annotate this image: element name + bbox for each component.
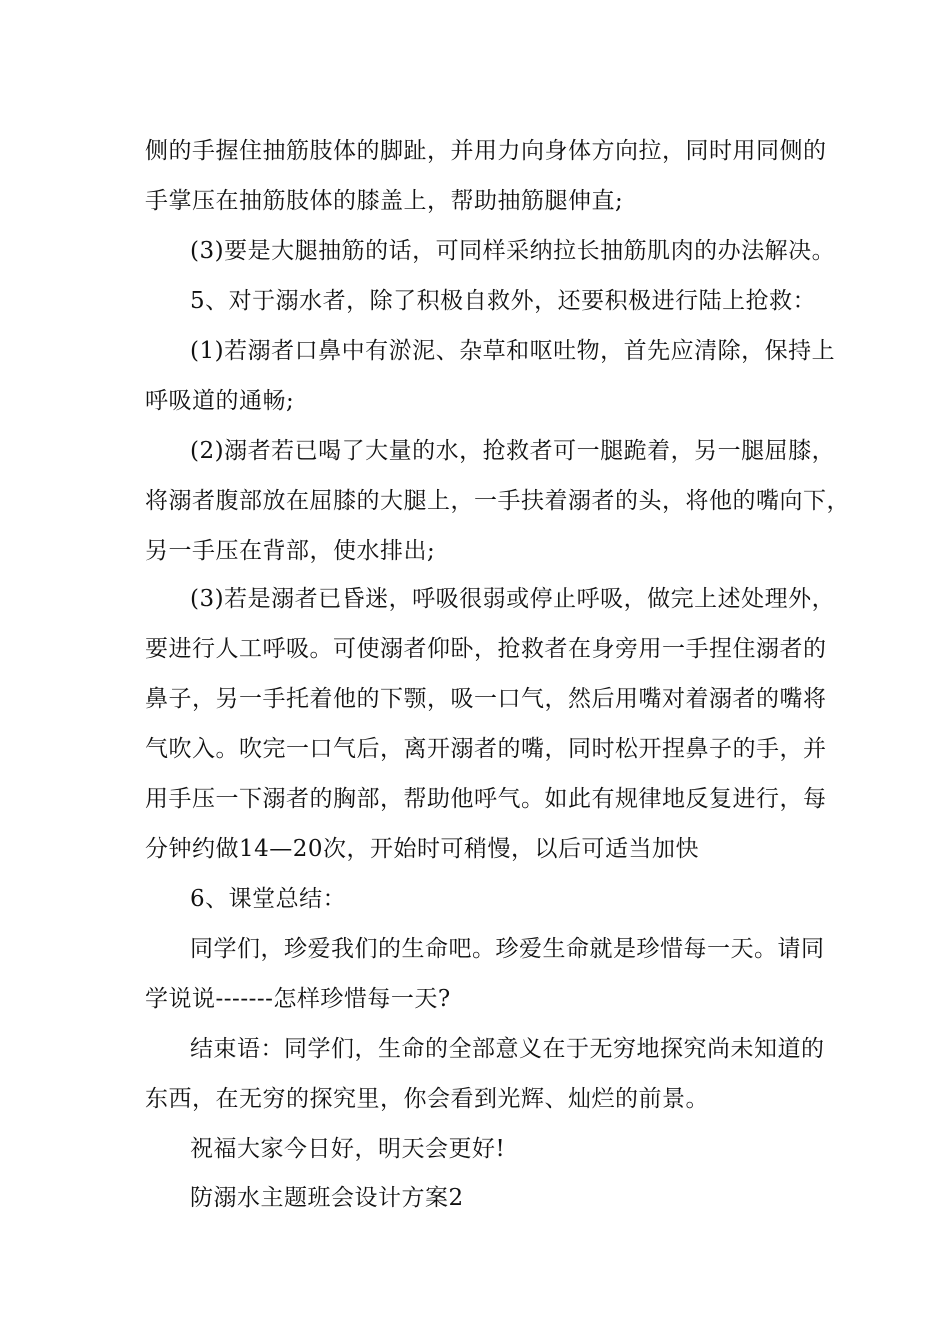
text-line: 同学们，珍爱我们的生命吧。珍爱生命就是珍惜每一天。请同 <box>190 936 825 962</box>
text-line: 要进行人工呼吸。可使溺者仰卧，抢救者在身旁用一手捏住溺者的 <box>145 636 827 662</box>
text-line: 6、课堂总结： <box>190 886 347 912</box>
text-line: (3)要是大腿抽筋的话，可同样采纳拉长抽筋肌肉的办法解决。 <box>190 238 836 264</box>
text-line: 5、对于溺水者，除了积极自救外，还要积极进行陆上抢救： <box>190 288 817 314</box>
text-line: 分钟约做14—20次，开始时可稍慢，以后可适当加快 <box>145 836 700 862</box>
text-line: (1)若溺者口鼻中有淤泥、杂草和呕吐物，首先应清除，保持上 <box>190 338 836 364</box>
text-line: 侧的手握住抽筋肢体的脚趾，并用力向身体方向拉，同时用同侧的 <box>145 138 827 164</box>
text-line: 呼吸道的通畅; <box>145 388 295 414</box>
text-line: (3)若是溺者已昏迷，呼吸很弱或停止呼吸，做完上述处理外， <box>190 586 836 612</box>
text-line: 用手压一下溺者的胸部，帮助他呼气。如此有规律地反复进行，每 <box>145 786 827 812</box>
text-line: 东西，在无穷的探究里，你会看到光辉、灿烂的前景。 <box>145 1086 709 1112</box>
text-line: (2)溺者若已喝了大量的水，抢救者可一腿跪着，另一腿屈膝， <box>190 438 836 464</box>
text-line: 手掌压在抽筋肢体的膝盖上，帮助抽筋腿伸直; <box>145 188 624 214</box>
text-line: 鼻子，另一手托着他的下颚，吸一口气，然后用嘴对着溺者的嘴将 <box>145 686 827 712</box>
text-line: 结束语：同学们，生命的全部意义在于无穷地探究尚未知道的 <box>190 1036 825 1062</box>
text-line: 学说说-------怎样珍惜每一天? <box>145 986 451 1012</box>
text-line: 将溺者腹部放在屈膝的大腿上，一手扶着溺者的头，将他的嘴向下， <box>145 488 850 514</box>
section-heading: 防溺水主题班会设计方案2 <box>190 1185 464 1211</box>
text-line: 另一手压在背部，使水排出; <box>145 538 436 564</box>
text-line: 祝福大家今日好，明天会更好! <box>190 1136 506 1162</box>
text-line: 气吹入。吹完一口气后，离开溺者的嘴，同时松开捏鼻子的手，并 <box>145 736 827 762</box>
